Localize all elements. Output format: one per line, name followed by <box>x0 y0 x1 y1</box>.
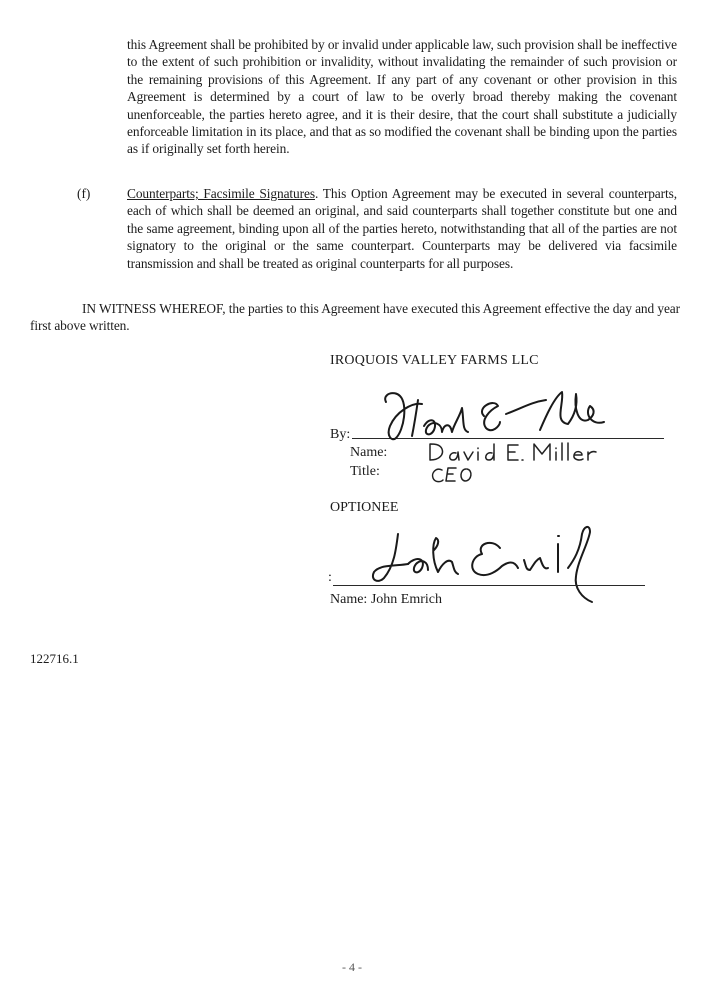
section-f-heading: Counterparts; Facsimile Signatures <box>127 186 315 201</box>
by-label: By: <box>330 427 351 442</box>
section-f-label: (f) <box>77 186 91 201</box>
section-f-paragraph <box>127 185 677 272</box>
document-number: 122716.1 <box>30 651 79 666</box>
section-f-text: . This Option Agreement may be executed in several counterparts, each of which shall be deemed an original, and said counterparts shall together constitute but one and the same agreement, binding upon all of the parties hereto, notwithstanding that all of the parties are not signatory to the original or the same counterpart. Counterparts may be delivered via facsimile transmission and shall be treated as original counterparts for all purposes. <box>127 186 677 271</box>
optionee-name: Name: John Emrich <box>330 592 442 607</box>
company-signature <box>372 386 608 446</box>
name-label: Name: <box>350 445 388 460</box>
witness-clause: IN WITNESS WHEREOF, the parties to this Agreement have executed this Agreement effective the day and year first above written. <box>30 301 680 334</box>
optionee-label: OPTIONEE <box>330 500 399 515</box>
continued-paragraph: this Agreement shall be prohibited by or invalid under applicable law, such provision shall be ineffective to the extent of such prohibition or invalidity, without invalidating the remainder of such provision or the remaining provisions of this Agreement. If any part of any covenant or other provision in this Agreement is determined by a court of law to be overly broad thereby making the covenant unenforceable, the parties hereto agree, and it is their desire, that the court shall substitute a judicially enforceable limitation in its place, and that as so modified the covenant shall be binding upon the parties as if originally set forth herein. <box>127 37 677 157</box>
handwritten-signer-title <box>430 465 478 485</box>
handwritten-signer-name <box>426 440 598 464</box>
company-name: IROQUOIS VALLEY FARMS LLC <box>330 353 539 368</box>
optionee-signature-line <box>333 585 645 586</box>
optionee-colon: : <box>328 570 332 585</box>
page-number: - 4 - <box>342 960 362 974</box>
title-label: Title: <box>350 464 380 479</box>
